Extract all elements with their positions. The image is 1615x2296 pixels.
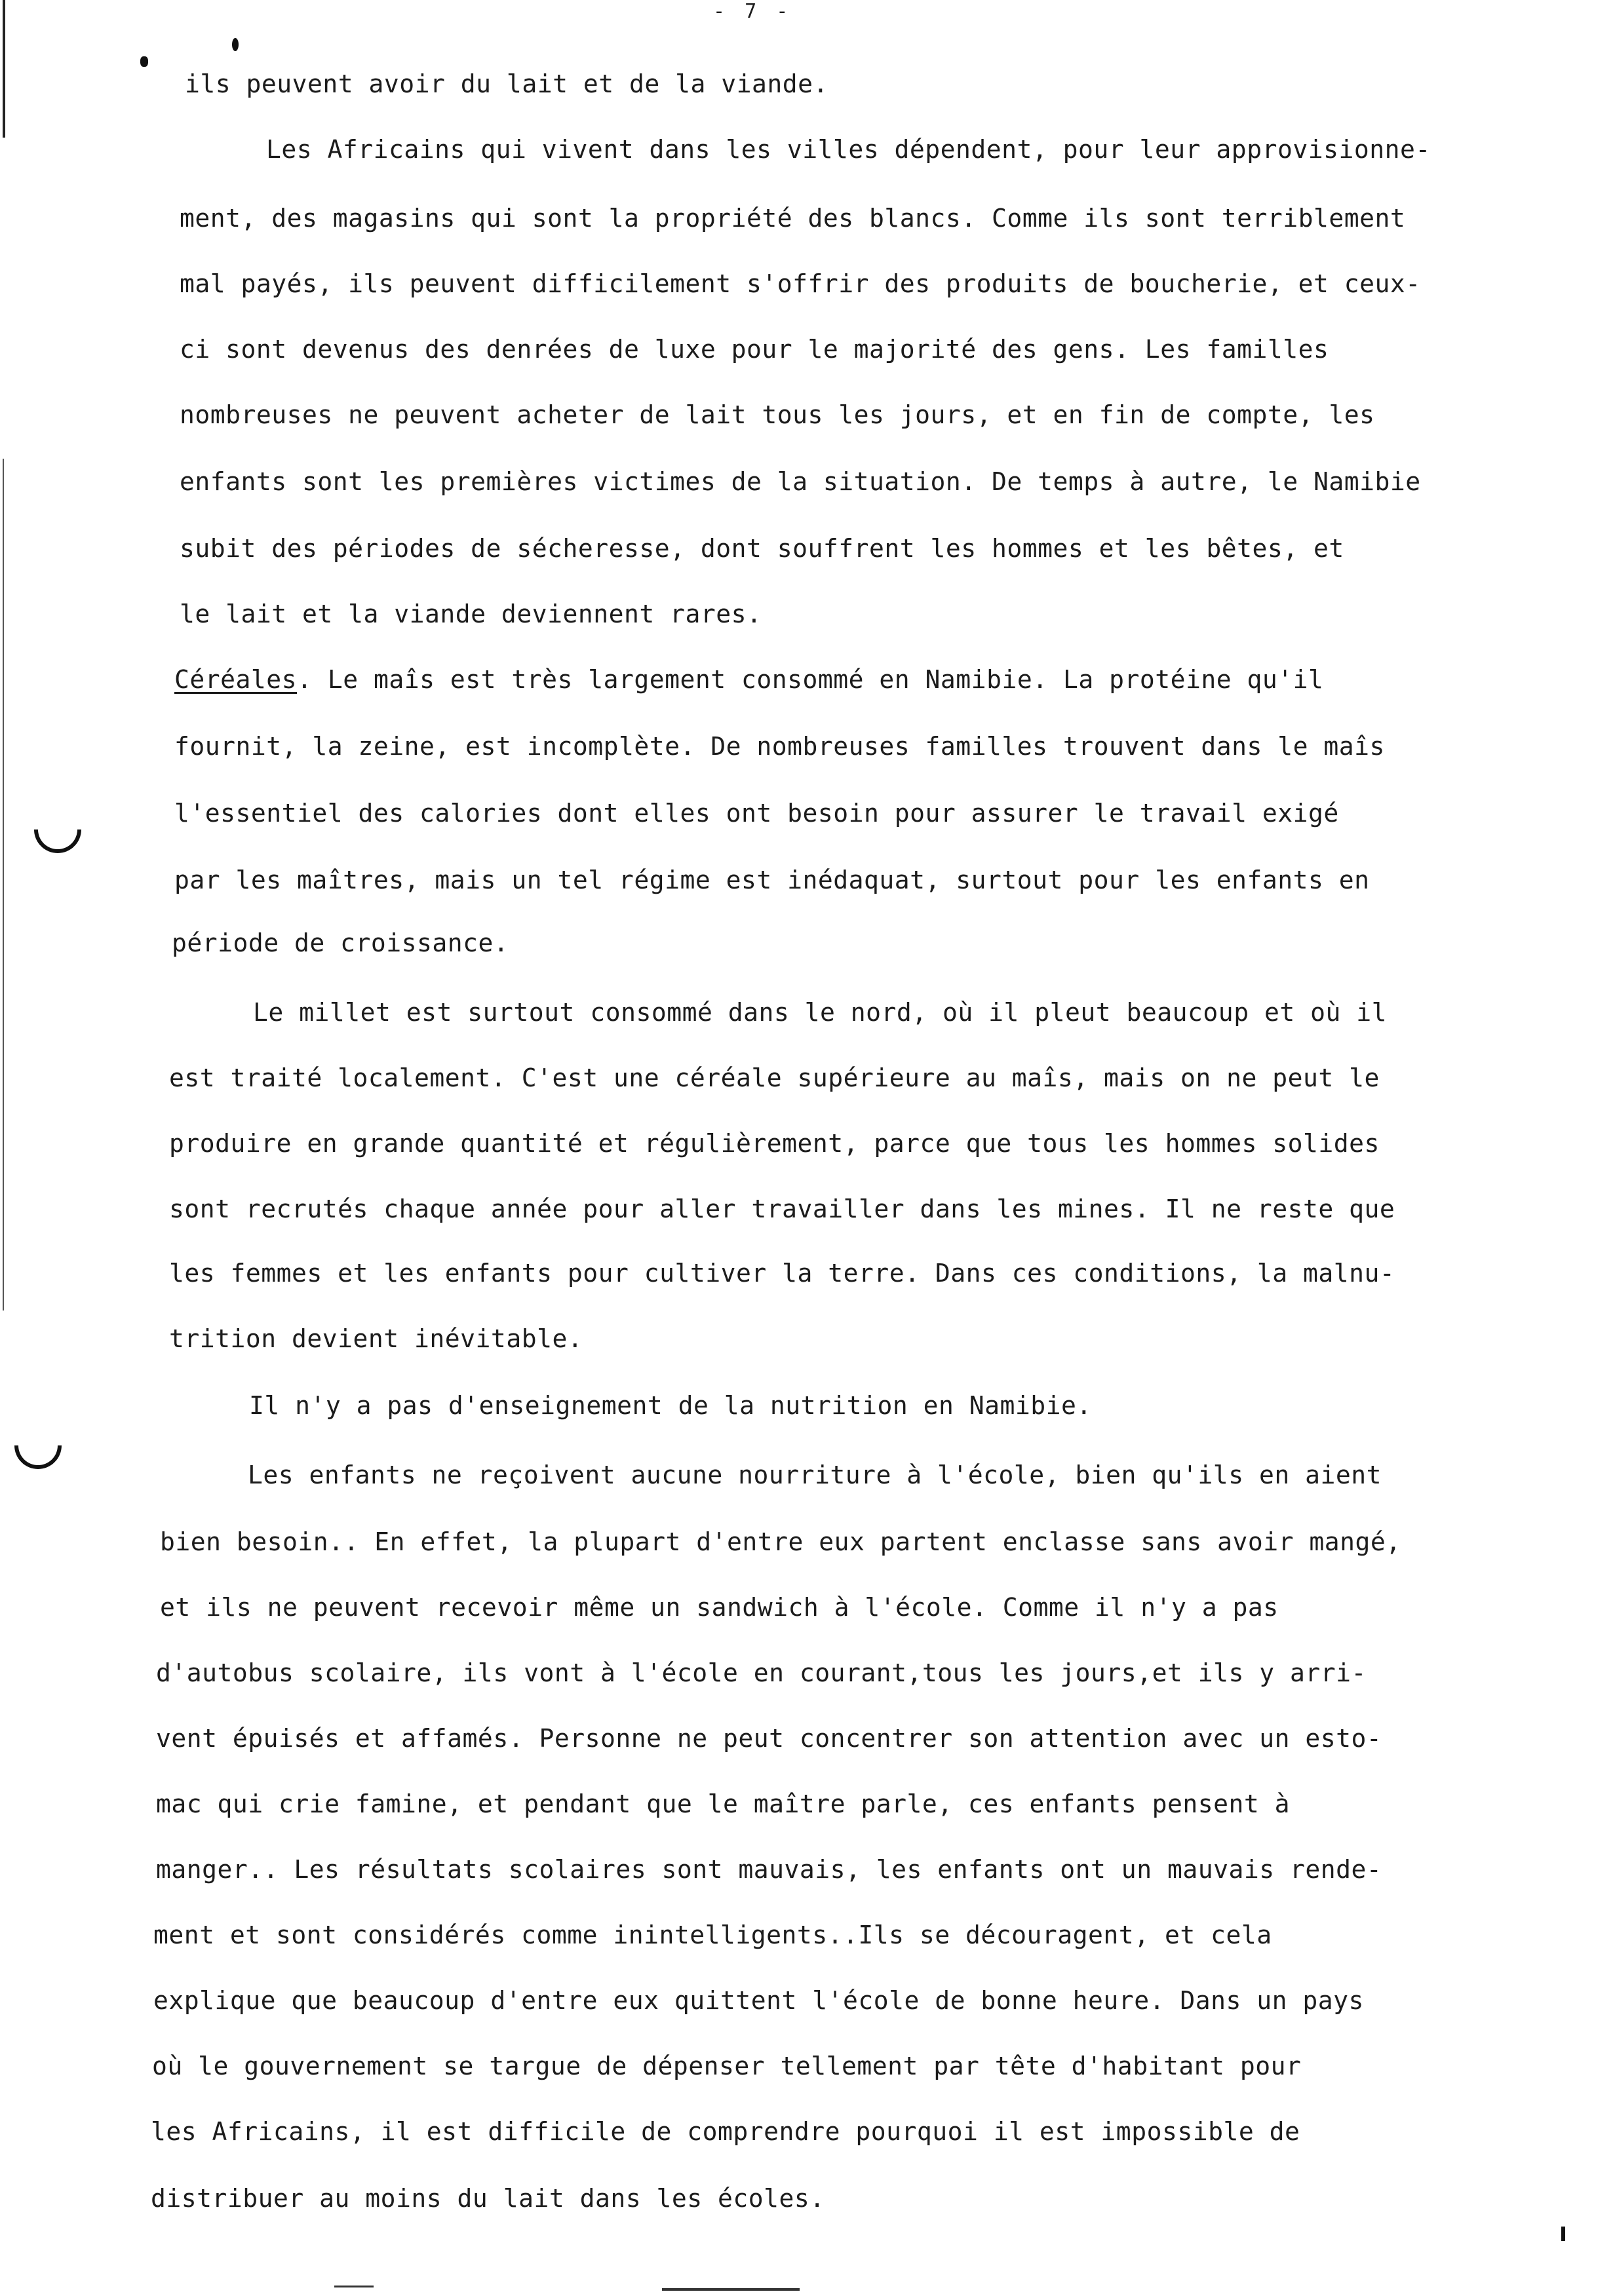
text-line: où le gouvernement se targue de dépenser tellement par tête d'habitant pour [152,2052,1302,2080]
binder-edge-mark [3,459,4,1311]
text-line: par les maîtres, mais un tel régime est inédaquat, surtout pour les enfants en [174,866,1370,894]
text-line: les femmes et les enfants pour cultiver la terre. Dans ces conditions, la malnu- [169,1259,1395,1288]
text-line: bien besoin.. En effet, la plupart d'entre eux partent enclasse sans avoir mangé, [160,1527,1401,1556]
binder-ring-mark [5,1412,71,1479]
text-line: Les enfants ne reçoivent aucune nourriture à l'école, bien qu'ils en aient [248,1461,1382,1489]
text-line: nombreuses ne peuvent acheter de lait tous les jours, et en fin de compte, les [180,400,1375,429]
text-line: Il n'y a pas d'enseignement de la nutrition en Namibie. [249,1391,1092,1420]
text-line: subit des périodes de sécheresse, dont souffrent les hommes et les bêtes, et [180,534,1344,563]
text-line: Les Africains qui vivent dans les villes dépendent, pour leur approvisionne- [266,135,1431,164]
text-line: les Africains, il est difficile de comprendre pourquoi il est impossible de [151,2117,1300,2146]
text-line: distribuer au moins du lait dans les écoles. [151,2184,825,2213]
text-line: l'essentiel des calories dont elles ont besoin pour assurer le travail exigé [174,799,1339,828]
heading-punctuation: . [297,665,313,694]
binder-ring-mark [24,796,91,863]
text-line: le lait et la viande deviennent rares. [180,600,762,628]
binder-edge-mark [3,0,5,138]
text-line: est traité localement. C'est une céréale supérieure au maîs, mais on ne peut le [169,1063,1380,1092]
text-line: et ils ne peuvent recevoir même un sandwich à l'école. Comme il n'y a pas [160,1593,1279,1622]
text-line: ment et sont considérés comme inintelligents..Ils se découragent, et cela [153,1921,1272,1949]
text-line: d'autobus scolaire, ils vont à l'école en courant,tous les jours,et ils y arri- [156,1658,1367,1687]
text-line: manger.. Les résultats scolaires sont mauvais, les enfants ont un mauvais rende- [156,1855,1382,1884]
text-line: Le millet est surtout consommé dans le nord, où il pleut beaucoup et où il [253,998,1387,1027]
footer-scan-mark [662,2288,800,2291]
edge-scan-mark [1561,2227,1565,2241]
text-line: fournit, la zeine, est incomplète. De nombreuses familles trouvent dans le maîs [174,732,1385,761]
text-line: Le maîs est très largement consommé en Namibie. La protéine qu'il [327,665,1324,694]
text-line: période de croissance. [172,928,509,957]
text-line: trition devient inévitable. [169,1324,583,1353]
text-line: ment, des magasins qui sont la propriété des blancs. Comme ils sont terriblement [180,204,1406,233]
punch-mark [232,38,239,51]
text-line: mal payés, ils peuvent difficilement s'offrir des produits de boucherie, et ceux- [180,269,1421,298]
text-line: vent épuisés et affamés. Personne ne peut concentrer son attention avec un esto- [156,1724,1382,1753]
text-line: explique que beaucoup d'entre eux quittent l'école de bonne heure. Dans un pays [153,1986,1364,2015]
text-line: produire en grande quantité et régulièrement, parce que tous les hommes solides [169,1129,1380,1158]
section-heading: Céréales [174,665,298,694]
page-number: - 7 - [713,0,792,23]
text-line: mac qui crie famine, et pendant que le maître parle, ces enfants pensent à [156,1789,1290,1818]
section-paragraph-cereales [174,663,1323,696]
text-line: enfants sont les premières victimes de la situation. De temps à autre, le Namibie [180,467,1421,496]
text-line: ci sont devenus des denrées de luxe pour le majorité des gens. Les familles [180,335,1329,364]
text-line: ils peuvent avoir du lait et de la viande. [185,69,828,98]
text-line: sont recrutés chaque année pour aller travailler dans les mines. Il ne reste que [169,1195,1395,1223]
punch-mark [140,56,148,67]
footer-scan-mark [334,2286,374,2287]
